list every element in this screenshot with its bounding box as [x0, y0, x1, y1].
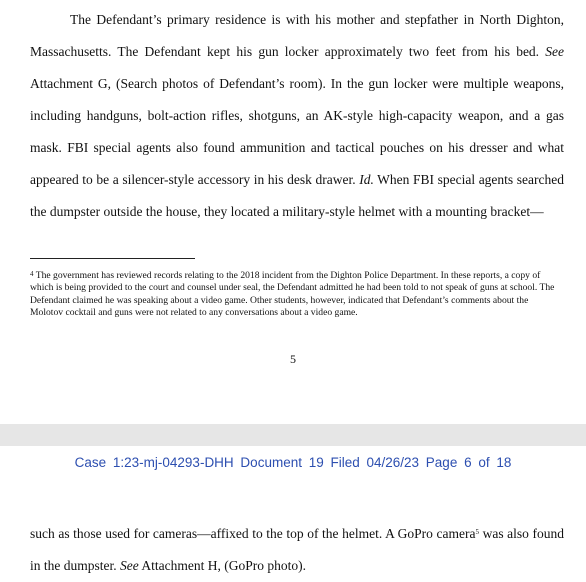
page-separator — [0, 424, 586, 446]
footnote-text: The government has reviewed records relating to the 2018 incident from the Dighton Police Department. In these reports, a copy of which is being provided to the court and counsel under seal, the Defendant admitted he had been told to not speak of guns at school. The Defendant claimed he was speaking about a video game. Other students, however, indicated that Defendant’s comments about the Molotov cocktail and guns were not related to any conversations about a video game. — [30, 270, 555, 319]
body-paragraph-continued — [30, 518, 564, 582]
text-run: Attachment G, (Search photos of Defendant’s room). In the gun locker were multiple weapons, including handguns, bolt-action rifles, shotguns, an AK-style high-capacity weapon, and a gas mask. FBI special agents also found ammunition and tactical pouches on his dresser and what appeared to be a silencer-style accessory in his desk drawer. — [30, 76, 564, 187]
body-paragraph — [30, 4, 564, 228]
text-run: Attachment H, (GoPro photo). — [138, 558, 306, 573]
citation-id: Id. — [359, 172, 374, 187]
text-run: The Defendant’s primary residence is with his mother and stepfather in North Dighton, Massachusetts. The Defendant kept his gun locker approximately two feet from his bed. — [30, 12, 564, 59]
page-number: 5 — [290, 352, 296, 366]
footnote-marker: 4 — [30, 270, 34, 278]
text-run: such as those used for cameras—affixed to the top of the helmet. A GoPro camera — [30, 526, 476, 541]
footnote-4 — [30, 270, 560, 320]
citation-signal-see: See — [120, 558, 139, 573]
case-header: Case 1:23-mj-04293-DHH Document 19 Filed 04/26/23 Page 6 of 18 — [74, 455, 512, 470]
footnote-marker: 5 — [475, 528, 479, 536]
footnote-divider — [30, 258, 195, 259]
text-run: When FBI special agents searched the dumpster outside the house, they located a military-style helmet with a mounting bracket— — [30, 172, 564, 219]
citation-signal-see: See — [545, 44, 564, 59]
text-run: was also found in the dumpster. — [30, 526, 564, 573]
